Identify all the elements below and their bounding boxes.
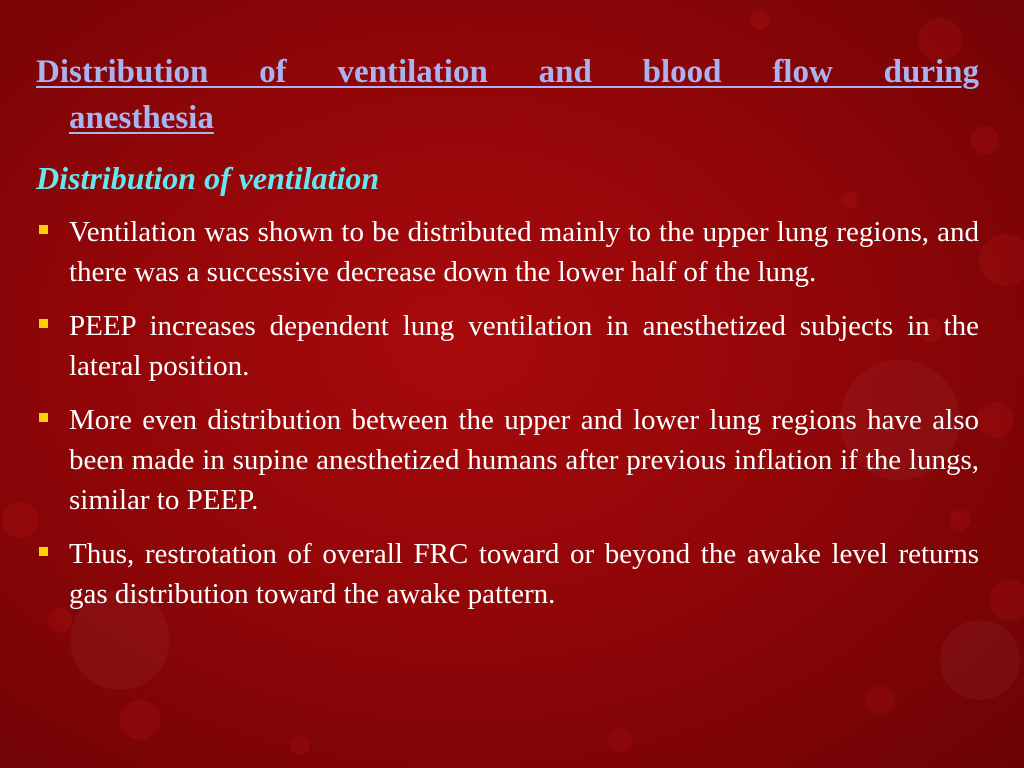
slide-content bbox=[36, 48, 979, 628]
bullet-item bbox=[36, 534, 979, 614]
bullet-text: More even distribution between the upper and lower lung regions have also been made in supine anesthetized humans after previous inflation if the lungs, similar to PEEP. bbox=[69, 404, 979, 516]
slide-title-continuation: anesthesia bbox=[69, 100, 214, 136]
bullet-square-icon bbox=[39, 547, 48, 556]
bullet-square-icon bbox=[39, 413, 48, 422]
bullet-item bbox=[36, 400, 979, 520]
bullet-list bbox=[36, 212, 979, 614]
slide-title: Distribution of ventilation and blood flow during bbox=[36, 54, 979, 90]
bullet-square-icon bbox=[39, 319, 48, 328]
bullet-item bbox=[36, 212, 979, 292]
bullet-text: Ventilation was shown to be distributed mainly to the upper lung regions, and there was a successive decrease down the lower half of the lung. bbox=[69, 216, 979, 288]
bullet-square-icon bbox=[39, 225, 48, 234]
bullet-text: Thus, restrotation of overall FRC toward or beyond the awake level returns gas distribution toward the awake pattern. bbox=[69, 538, 979, 610]
bullet-item bbox=[36, 306, 979, 386]
bullet-text: PEEP increases dependent lung ventilation in anesthetized subjects in the lateral position. bbox=[69, 310, 979, 382]
section-subtitle: Distribution of ventilation bbox=[36, 160, 380, 196]
